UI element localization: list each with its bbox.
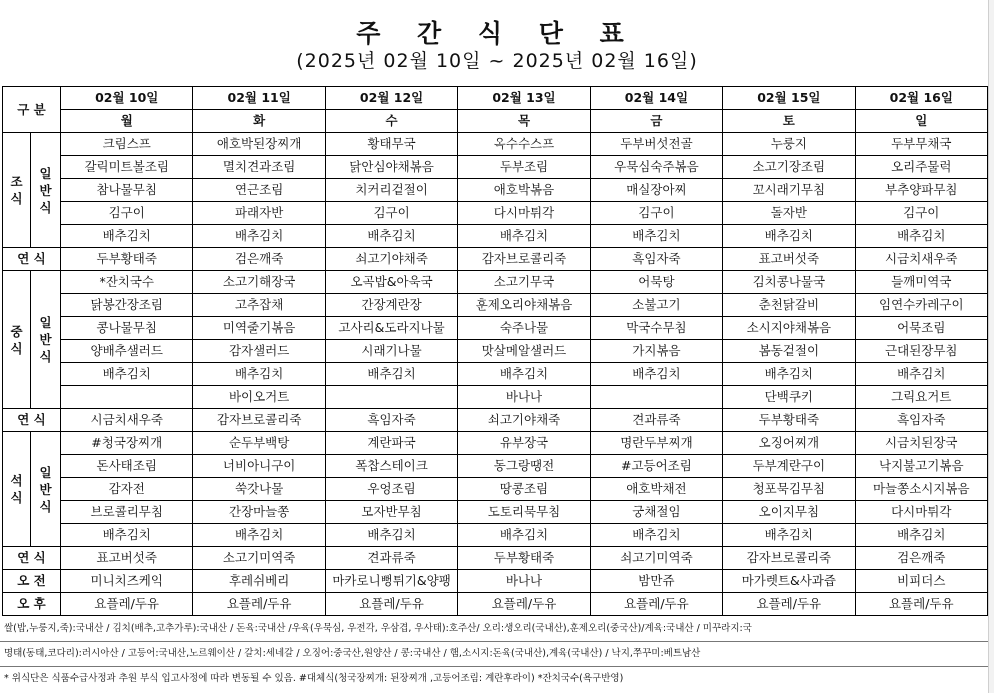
lunch-item: 근대된장무침 bbox=[855, 340, 987, 363]
lunch_snack-item: 흑임자죽 bbox=[325, 409, 457, 432]
lunch-item: 배추김치 bbox=[193, 363, 325, 386]
dinner-item: 두부계란구이 bbox=[723, 455, 855, 478]
dinner-item: 도토리묵무침 bbox=[458, 501, 590, 524]
lunch-item: 가지볶음 bbox=[590, 340, 722, 363]
breakfast-item: 김구이 bbox=[325, 202, 457, 225]
dinner-item: 배추김치 bbox=[325, 524, 457, 547]
vertical-label-char: 일 bbox=[39, 464, 52, 480]
lunch-item: 맛살메알샐러드 bbox=[458, 340, 590, 363]
category-header: 구 분 bbox=[3, 87, 61, 133]
lunch-item: 배추김치 bbox=[855, 363, 987, 386]
breakfast_snack-item: 쇠고기야채죽 bbox=[325, 248, 457, 271]
dinner_snack-label: 연 식 bbox=[3, 547, 61, 570]
table-row bbox=[3, 179, 988, 202]
date-header: 02월 12일 bbox=[325, 87, 457, 110]
table-row bbox=[3, 110, 988, 133]
dinner-item: 쑥갓나물 bbox=[193, 478, 325, 501]
dinner-item: 간장마늘쫑 bbox=[193, 501, 325, 524]
table-row bbox=[3, 524, 988, 547]
am_snack-item: 마카로니뻥튀기&양팽 bbox=[325, 570, 457, 593]
lunch-item: 봄동겉절이 bbox=[723, 340, 855, 363]
dinner_snack-item: 소고기미역죽 bbox=[193, 547, 325, 570]
breakfast_snack-item: 표고버섯죽 bbox=[723, 248, 855, 271]
table-row bbox=[3, 432, 988, 455]
dinner-item: 모자반무침 bbox=[325, 501, 457, 524]
lunch-item: 어묵조림 bbox=[855, 317, 987, 340]
weekday-header: 금 bbox=[590, 110, 722, 133]
dinner-item: 시금치된장국 bbox=[855, 432, 987, 455]
lunch-item: 고사리&도라지나물 bbox=[325, 317, 457, 340]
breakfast-item: 배추김치 bbox=[325, 225, 457, 248]
dinner-item: 폭찹스테이크 bbox=[325, 455, 457, 478]
lunch-item: 어묵탕 bbox=[590, 271, 722, 294]
breakfast-item: 닭안심야채볶음 bbox=[325, 156, 457, 179]
lunch-item: 그릭요거트 bbox=[855, 386, 987, 409]
breakfast-item: 부추양파무침 bbox=[855, 179, 987, 202]
breakfast-item: 배추김치 bbox=[590, 225, 722, 248]
am_snack-item: 마가렛트&사과즙 bbox=[723, 570, 855, 593]
lunch-item: 단백쿠키 bbox=[723, 386, 855, 409]
origin-notes bbox=[0, 617, 994, 691]
date-header: 02월 15일 bbox=[723, 87, 855, 110]
am_snack-item: 바나나 bbox=[458, 570, 590, 593]
lunch-item: 들깨미역국 bbox=[855, 271, 987, 294]
general-menu-label bbox=[31, 271, 61, 409]
dinner_snack-item: 쇠고기미역죽 bbox=[590, 547, 722, 570]
dinner_snack-item: 감자브로콜리죽 bbox=[723, 547, 855, 570]
vertical-label-char: 반 bbox=[39, 182, 52, 198]
dinner-item: 청포묵김무침 bbox=[723, 478, 855, 501]
breakfast-item: 연근조림 bbox=[193, 179, 325, 202]
breakfast-item: 두부무채국 bbox=[855, 133, 987, 156]
date-header: 02월 13일 bbox=[458, 87, 590, 110]
breakfast_snack-item: 시금치새우죽 bbox=[855, 248, 987, 271]
table-row bbox=[3, 409, 988, 432]
am_snack-item: 밤만쥬 bbox=[590, 570, 722, 593]
breakfast-item: 꼬시래기무침 bbox=[723, 179, 855, 202]
breakfast-item: 크림스프 bbox=[61, 133, 193, 156]
breakfast-item: 김구이 bbox=[590, 202, 722, 225]
dinner-label bbox=[3, 432, 31, 547]
lunch_snack-item: 감자브로콜리죽 bbox=[193, 409, 325, 432]
dinner-item: 오징어찌개 bbox=[723, 432, 855, 455]
pm_snack-item: 요플레/두유 bbox=[458, 593, 590, 616]
dinner-item: 배추김치 bbox=[61, 524, 193, 547]
lunch-item bbox=[590, 386, 722, 409]
dinner-item: 명란두부찌개 bbox=[590, 432, 722, 455]
weekday-header: 월 bbox=[61, 110, 193, 133]
breakfast-item: 애호박볶음 bbox=[458, 179, 590, 202]
lunch-item: 김치콩나물국 bbox=[723, 271, 855, 294]
lunch-item: 바나나 bbox=[458, 386, 590, 409]
pm_snack-item: 요플레/두유 bbox=[855, 593, 987, 616]
date-header: 02월 10일 bbox=[61, 87, 193, 110]
origin-note-line: 명태(동태,코다리):러시아산 / 고등어:국내산,노르웨이산 / 갈치:세네갈 / 오징어:중국산,원양산 / 콩:국내산 / 햄,소시지:돈육(국내산),계육(국내산) / 낙지,쭈꾸미:베트남산 bbox=[0, 642, 994, 667]
table-row bbox=[3, 386, 988, 409]
dinner-item: 오이지무침 bbox=[723, 501, 855, 524]
dinner-item: #청국장찌개 bbox=[61, 432, 193, 455]
breakfast-item: 배추김치 bbox=[458, 225, 590, 248]
date-header: 02월 14일 bbox=[590, 87, 722, 110]
dinner_snack-item: 검은깨죽 bbox=[855, 547, 987, 570]
breakfast-item: 파래자반 bbox=[193, 202, 325, 225]
table-row bbox=[3, 294, 988, 317]
pm_snack-item: 요플레/두유 bbox=[61, 593, 193, 616]
lunch_snack-item: 쇠고기야채죽 bbox=[458, 409, 590, 432]
vertical-label-char: 일 bbox=[39, 315, 52, 330]
breakfast-item: 김구이 bbox=[61, 202, 193, 225]
table-row bbox=[3, 593, 988, 616]
vertical-label-char: 식 bbox=[39, 199, 52, 215]
lunch_snack-item: 견과류죽 bbox=[590, 409, 722, 432]
date-header: 02월 11일 bbox=[193, 87, 325, 110]
dinner-item: 우엉조림 bbox=[325, 478, 457, 501]
weekday-header: 일 bbox=[855, 110, 987, 133]
lunch-item: 배추김치 bbox=[325, 363, 457, 386]
breakfast-item: 치커리겉절이 bbox=[325, 179, 457, 202]
breakfast-item: 배추김치 bbox=[855, 225, 987, 248]
general-menu-label bbox=[31, 133, 61, 248]
dinner-item: #고등어조림 bbox=[590, 455, 722, 478]
lunch-item: 소고기무국 bbox=[458, 271, 590, 294]
vertical-label-char: 석 bbox=[10, 473, 23, 488]
breakfast-item: 다시마튀각 bbox=[458, 202, 590, 225]
weekday-header: 화 bbox=[193, 110, 325, 133]
lunch-item: 소시지야채볶음 bbox=[723, 317, 855, 340]
vertical-label-char: 식 bbox=[10, 490, 23, 505]
lunch-label bbox=[3, 271, 31, 409]
vertical-label-char: 조 bbox=[10, 174, 23, 189]
table-row bbox=[3, 363, 988, 386]
breakfast-item: 갈릭미트볼조림 bbox=[61, 156, 193, 179]
vertical-label-char: 식 bbox=[10, 340, 23, 356]
lunch-item: 시래기나물 bbox=[325, 340, 457, 363]
dinner-item: 배추김치 bbox=[458, 524, 590, 547]
dinner-item: 브로콜리무침 bbox=[61, 501, 193, 524]
lunch_snack-item: 흑임자죽 bbox=[855, 409, 987, 432]
breakfast-item: 두부조림 bbox=[458, 156, 590, 179]
lunch-item: 춘천닭갈비 bbox=[723, 294, 855, 317]
table-row bbox=[3, 133, 988, 156]
lunch-item: 배추김치 bbox=[723, 363, 855, 386]
lunch-item: 소불고기 bbox=[590, 294, 722, 317]
dinner-item: 배추김치 bbox=[193, 524, 325, 547]
breakfast-item: 배추김치 bbox=[193, 225, 325, 248]
origin-note-line: 쌀(밥,누룽지,죽):국내산 / 김치(배추,고추가루):국내산 / 돈육:국내산 /우육(우묵심, 우전각, 우삼겹, 우사태):호주산/ 오리:생오리(국내산),훈제오리(중국산)/계육:국내산 / 미꾸라지:국 bbox=[0, 617, 994, 642]
dinner-item: 땅콩조림 bbox=[458, 478, 590, 501]
lunch-item bbox=[61, 386, 193, 409]
lunch-item: 고추잡채 bbox=[193, 294, 325, 317]
am_snack-item: 후레쉬베리 bbox=[193, 570, 325, 593]
breakfast_snack-item: 감자브로콜리죽 bbox=[458, 248, 590, 271]
table-row bbox=[3, 202, 988, 225]
dinner-item: 배추김치 bbox=[855, 524, 987, 547]
dinner-item: 마늘쫑소시지볶음 bbox=[855, 478, 987, 501]
table-row bbox=[3, 455, 988, 478]
breakfast-item: 황태무국 bbox=[325, 133, 457, 156]
breakfast-item: 배추김치 bbox=[723, 225, 855, 248]
breakfast-label bbox=[3, 133, 31, 248]
lunch-item: 막국수무침 bbox=[590, 317, 722, 340]
breakfast-item: 우묵심숙주볶음 bbox=[590, 156, 722, 179]
lunch-item: *잔치국수 bbox=[61, 271, 193, 294]
breakfast-item: 두부버섯전골 bbox=[590, 133, 722, 156]
lunch-item: 훈제오리야채볶음 bbox=[458, 294, 590, 317]
breakfast-item: 누룽지 bbox=[723, 133, 855, 156]
lunch-item: 미역줄기볶음 bbox=[193, 317, 325, 340]
dinner-item: 배추김치 bbox=[590, 524, 722, 547]
breakfast-item: 멸치견과조림 bbox=[193, 156, 325, 179]
menu-period: (2025년 02월 10일 ~ 2025년 02월 16일) bbox=[296, 50, 698, 72]
lunch-item: 감자샐러드 bbox=[193, 340, 325, 363]
menu-change-note: * 위식단은 식품수급사정과 추원 부식 입고사정에 따라 변동될 수 있음. #대체식(청국장찌개: 된장찌개 ,고등어조림: 계란후라이) *잔치국수(욕구반영) bbox=[4, 673, 624, 684]
lunch-item: 바이오거트 bbox=[193, 386, 325, 409]
lunch_snack-item: 두부황태죽 bbox=[723, 409, 855, 432]
lunch-item: 임연수카레구이 bbox=[855, 294, 987, 317]
weekday-header: 토 bbox=[723, 110, 855, 133]
breakfast-item: 김구이 bbox=[855, 202, 987, 225]
vertical-label-char: 중 bbox=[10, 323, 23, 339]
date-header: 02월 16일 bbox=[855, 87, 987, 110]
breakfast-item: 참나물무침 bbox=[61, 179, 193, 202]
table-row bbox=[3, 156, 988, 179]
lunch_snack-item: 시금치새우죽 bbox=[61, 409, 193, 432]
breakfast-item: 소고기장조림 bbox=[723, 156, 855, 179]
dinner-item: 다시마튀각 bbox=[855, 501, 987, 524]
dinner-item: 낙지불고기볶음 bbox=[855, 455, 987, 478]
dinner-item: 궁채절임 bbox=[590, 501, 722, 524]
vertical-label-char: 식 bbox=[39, 349, 52, 364]
dinner_snack-item: 견과류죽 bbox=[325, 547, 457, 570]
breakfast_snack-label: 연 식 bbox=[3, 248, 61, 271]
breakfast_snack-item: 두부황태죽 bbox=[61, 248, 193, 271]
breakfast-item: 오리주물럭 bbox=[855, 156, 987, 179]
table-row bbox=[3, 570, 988, 593]
table-row bbox=[3, 271, 988, 294]
weekday-header: 목 bbox=[458, 110, 590, 133]
dinner-item: 순두부백탕 bbox=[193, 432, 325, 455]
table-row bbox=[3, 225, 988, 248]
breakfast_snack-item: 흑임자죽 bbox=[590, 248, 722, 271]
am_snack-label: 오 전 bbox=[3, 570, 61, 593]
vertical-label-char: 식 bbox=[39, 498, 52, 514]
lunch-item bbox=[325, 386, 457, 409]
breakfast-item: 매실장아찌 bbox=[590, 179, 722, 202]
breakfast-item: 배추김치 bbox=[61, 225, 193, 248]
lunch-item: 배추김치 bbox=[458, 363, 590, 386]
dinner-item: 동그랑땡전 bbox=[458, 455, 590, 478]
pm_snack-item: 요플레/두유 bbox=[193, 593, 325, 616]
am_snack-item: 비피더스 bbox=[855, 570, 987, 593]
pm_snack-item: 요플레/두유 bbox=[590, 593, 722, 616]
lunch-item: 간장계란장 bbox=[325, 294, 457, 317]
weekly-menu-table bbox=[2, 86, 988, 616]
lunch-item: 양배추샐러드 bbox=[61, 340, 193, 363]
pm_snack-item: 요플레/두유 bbox=[723, 593, 855, 616]
lunch-item: 오곡밥&아욱국 bbox=[325, 271, 457, 294]
dinner-item: 계란파국 bbox=[325, 432, 457, 455]
dinner-item: 배추김치 bbox=[723, 524, 855, 547]
lunch-item: 닭봉간장조림 bbox=[61, 294, 193, 317]
lunch-item: 숙주나물 bbox=[458, 317, 590, 340]
breakfast-item: 옥수수스프 bbox=[458, 133, 590, 156]
dinner-item: 감자전 bbox=[61, 478, 193, 501]
am_snack-item: 미니치즈케익 bbox=[61, 570, 193, 593]
dinner-item: 돈사태조림 bbox=[61, 455, 193, 478]
pm_snack-label: 오 후 bbox=[3, 593, 61, 616]
vertical-label-char: 식 bbox=[10, 191, 23, 206]
breakfast-item: 돌자반 bbox=[723, 202, 855, 225]
table-row bbox=[3, 317, 988, 340]
weekday-header: 수 bbox=[325, 110, 457, 133]
lunch-item: 소고기해장국 bbox=[193, 271, 325, 294]
vertical-label-char: 반 bbox=[39, 332, 52, 347]
pm_snack-item: 요플레/두유 bbox=[325, 593, 457, 616]
table-row bbox=[3, 478, 988, 501]
table-row bbox=[3, 248, 988, 271]
table-row bbox=[3, 501, 988, 524]
lunch-item: 배추김치 bbox=[590, 363, 722, 386]
table-row bbox=[3, 87, 988, 110]
vertical-label-char: 일 bbox=[39, 165, 52, 181]
breakfast-item: 애호박된장찌개 bbox=[193, 133, 325, 156]
window-edge bbox=[988, 0, 994, 693]
dinner-item: 너비아니구이 bbox=[193, 455, 325, 478]
dinner_snack-item: 표고버섯죽 bbox=[61, 547, 193, 570]
lunch-item: 콩나물무침 bbox=[61, 317, 193, 340]
lunch-item: 배추김치 bbox=[61, 363, 193, 386]
lunch_snack-label: 연 식 bbox=[3, 409, 61, 432]
table-row bbox=[3, 547, 988, 570]
dinner-item: 애호박채전 bbox=[590, 478, 722, 501]
dinner-item: 유부장국 bbox=[458, 432, 590, 455]
general-menu-label bbox=[31, 432, 61, 547]
page-title: 주 간 식 단 표 bbox=[356, 19, 638, 48]
breakfast_snack-item: 검은깨죽 bbox=[193, 248, 325, 271]
table-row bbox=[3, 340, 988, 363]
dinner_snack-item: 두부황태죽 bbox=[458, 547, 590, 570]
vertical-label-char: 반 bbox=[39, 481, 52, 497]
